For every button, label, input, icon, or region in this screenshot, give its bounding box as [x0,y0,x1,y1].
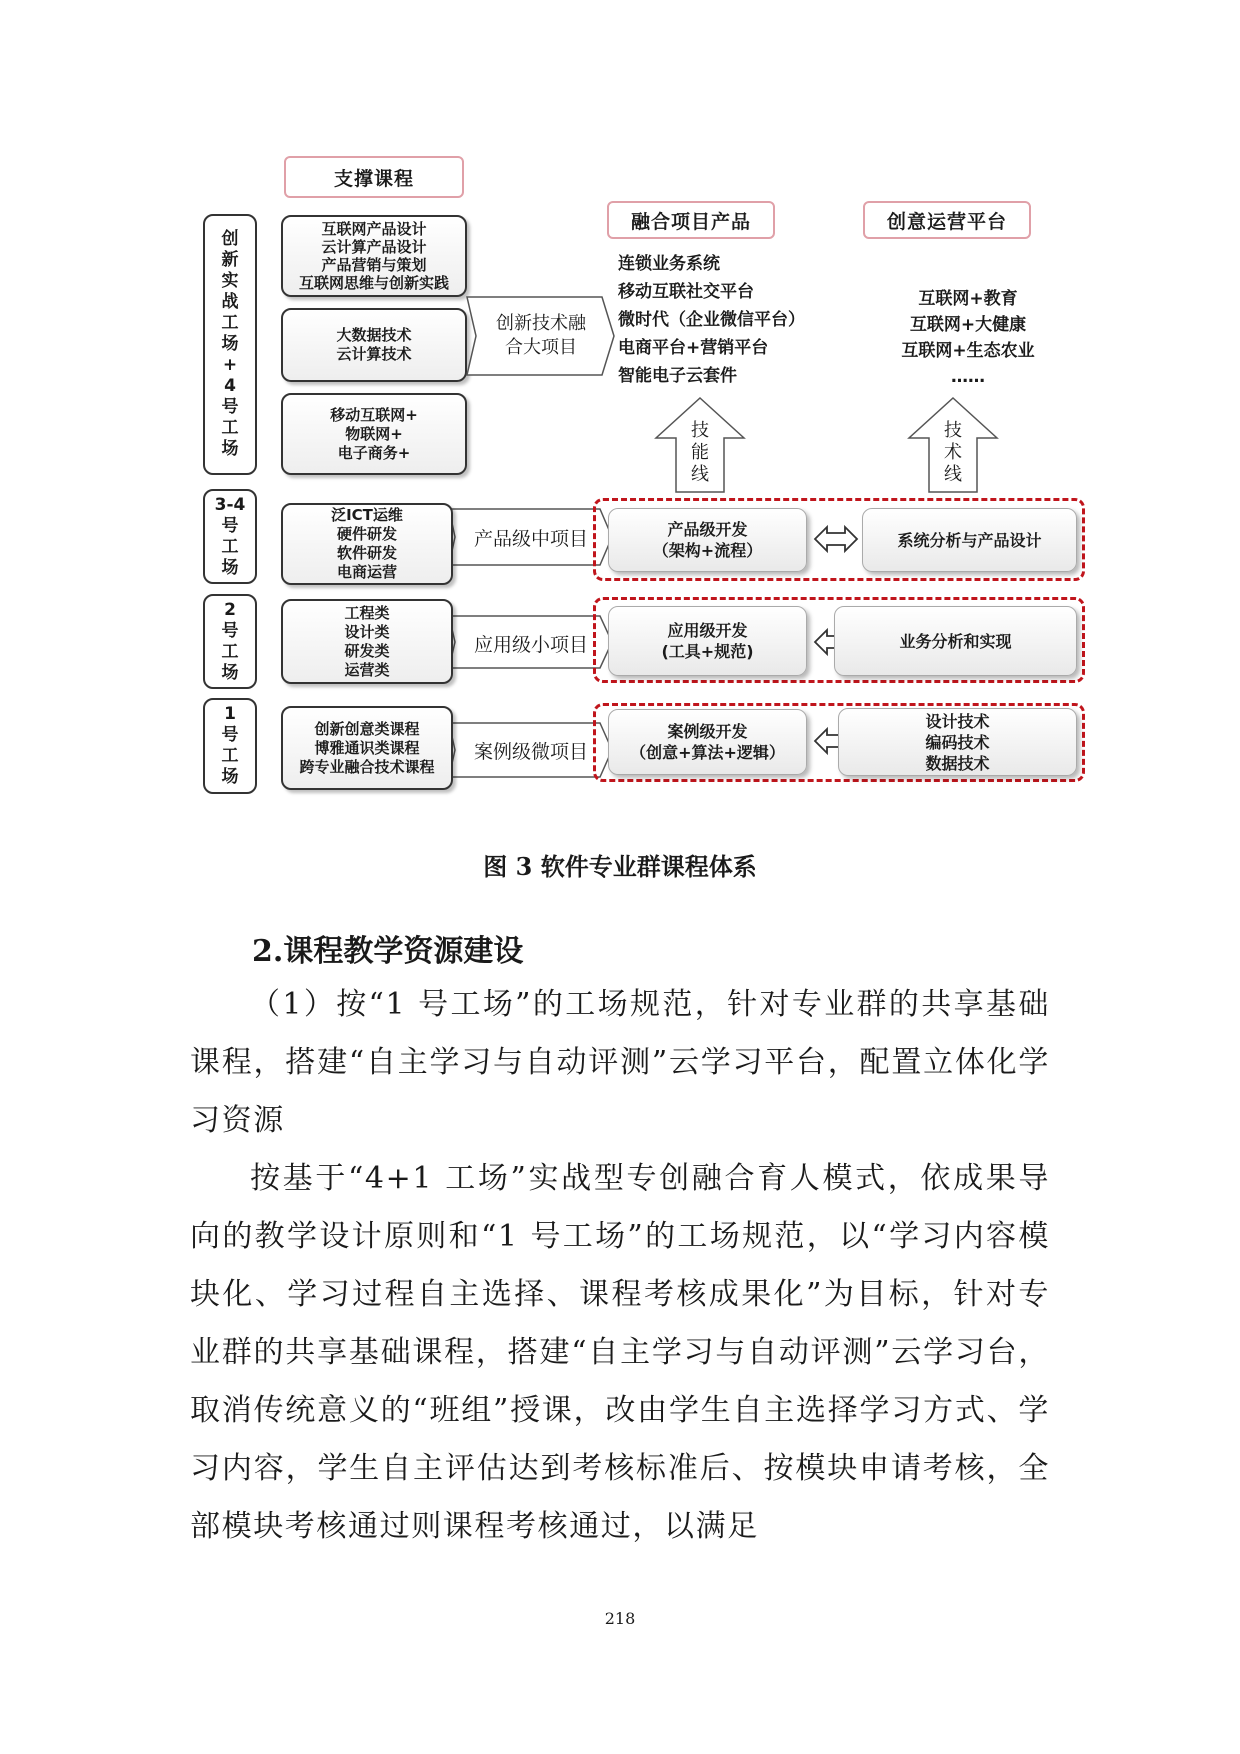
innovation-label-char: 场 [221,334,239,354]
arrow-label-line: 合大项目 [505,337,577,358]
platform-item: 互联网+教育 [918,289,1018,309]
workshop-1-label [203,698,257,794]
header-fusion-products: 融合项目产品 [607,201,775,239]
course-line: 博雅通识类课程 [314,738,420,757]
result-line: 系统分析与产品设计 [897,530,1042,550]
workshop-label-char: 场 [221,557,239,578]
innovation-label-char: 4 [224,376,236,396]
result-line: 业务分析和实现 [899,631,1012,651]
workshop-label-char: 场 [221,662,239,683]
workshop-2-result-box [834,606,1077,676]
course-line: 软件研发 [336,544,397,562]
header-support-courses: 支撑课程 [284,156,464,198]
innovation-label-char: 新 [221,250,239,270]
workshop-3-4-dev-box [608,508,807,572]
arrow-label-char: 线 [944,464,962,485]
arrow-label-char: 技 [944,420,962,441]
workshop-2-label [203,594,257,689]
fusion-item: 智能电子云套件 [618,366,737,386]
workshop-1-project: 案例级微项目 [473,741,588,763]
dev-line: 案例级开发 [667,722,748,741]
arrow-label-line: 创新技术融 [496,313,586,334]
course-line: 互联网思维与创新实践 [298,274,449,292]
innovation-label-char: 实 [221,271,239,291]
dev-line: （架构+流程） [652,541,763,560]
workshop-label-char: 工 [221,746,239,766]
course-line: 设计类 [344,622,390,641]
arrow-label-char: 线 [691,464,709,485]
section-heading: 2.课程教学资源建设 [252,934,524,969]
course-line: 创新创意类课程 [314,719,420,738]
workshop-label-char: 号 [221,515,239,536]
workshop-label-char: 场 [221,767,239,787]
page-number: 218 [604,1609,636,1628]
course-line: 云计算产品设计 [321,238,427,256]
workshop-3-4-project: 产品级中项目 [473,528,588,550]
workshop-label-char: 号 [221,725,239,745]
workshop-2-dev-box [608,606,807,676]
arrow-label-char: 技 [691,420,709,441]
course-line: 工程类 [344,603,390,622]
innovation-label-char: 工 [221,313,239,333]
workshop-label-char: 号 [221,620,239,641]
dev-line: (工具+规范) [661,642,754,661]
workshop-2-project: 应用级小项目 [473,634,588,656]
course-line: 跨专业融合技术课程 [299,757,435,776]
workshop-2-courses [281,599,453,684]
course-line: 大数据技术 [336,326,412,344]
workshop-1-courses [281,706,453,790]
result-line: 编码技术 [925,732,990,752]
workshop-3-4-result-box [862,508,1077,572]
innovation-label-char: 号 [221,397,239,417]
workshop-3-4-label [203,489,257,584]
fusion-item: 电商平台+营销平台 [618,338,769,358]
fusion-item: 微时代（企业微信平台） [618,310,805,330]
platform-item: …… [951,367,985,387]
course-line: 电子商务+ [337,443,411,462]
arrow-label-char: 能 [691,442,709,463]
dev-line: 产品级开发 [667,520,748,539]
course-line: 物联网+ [345,424,403,443]
innovation-label-char: 创 [221,229,239,249]
workshop-label-char: 工 [221,536,239,557]
innovation-label-char: 工 [221,418,239,438]
arrow-label-char: 术 [944,442,962,463]
course-line: 研发类 [344,641,390,660]
paragraph-1: （1）按“1 号工场”的工场规范，针对专业群的共享基础课程，搭建“自主学习与自动评测”云学习平台，配置立体化学习资源 [190,987,1050,1138]
platform-item: 互联网+生态农业 [901,341,1035,361]
workshop-label-char: 2 [224,599,236,620]
workshop-label-char: 1 [224,704,236,724]
course-line: 云计算技术 [336,345,412,363]
diagram-arrows [0,0,1240,820]
course-line: 移动互联网+ [330,405,418,424]
fusion-item: 连锁业务系统 [618,254,720,274]
fusion-item: 移动互联社交平台 [618,282,754,302]
workshop-1-dev-box [608,709,807,775]
workshop-label-char: 工 [221,641,239,662]
workshop-3-4-courses [281,503,453,585]
course-line: 硬件研发 [336,525,397,543]
result-line: 设计技术 [925,711,990,731]
innovation-label-char: 战 [221,292,239,312]
result-line: 数据技术 [925,753,990,773]
course-line: 运营类 [344,660,390,679]
dev-line: （创意+算法+逻辑） [630,743,785,762]
figure-caption: 图 3 软件专业群课程体系 [483,852,757,881]
innovation-label-char: + [222,355,238,375]
tech-line-label [939,420,967,486]
innovation-project-label [476,300,606,372]
workshop-label-char: 3-4 [214,494,246,515]
course-line: 产品营销与策划 [321,256,427,274]
platform-item: 互联网+大健康 [909,315,1027,335]
course-line: 泛ICT运维 [331,506,403,524]
innovation-label-char: 场 [221,439,239,459]
header-creative-platform: 创意运营平台 [863,201,1031,239]
dev-line: 应用级开发 [667,621,748,640]
workshop-1-result-box [838,708,1077,776]
skill-line-label [686,420,714,486]
paragraph-2: 按基于“4+1 工场”实战型专创融合育人模式，依成果导向的教学设计原则和“1 号工场”的工场规范，以“学习内容模块化、学习过程自主选择、课程考核成果化”为目标，针对专业群的共享基础课程，搭建“自主学习与自动评测”云学习台，取消传统意义的“班组”授课，改由学生自主选择学习方式、学习内容，学生自主评估达到考核标准后、按模块申请考核，全部模块考核通过则课程考核通过，以满足 [190,1161,1050,1544]
course-line: 互联网产品设计 [321,220,427,238]
course-line: 电商运营 [336,563,397,581]
